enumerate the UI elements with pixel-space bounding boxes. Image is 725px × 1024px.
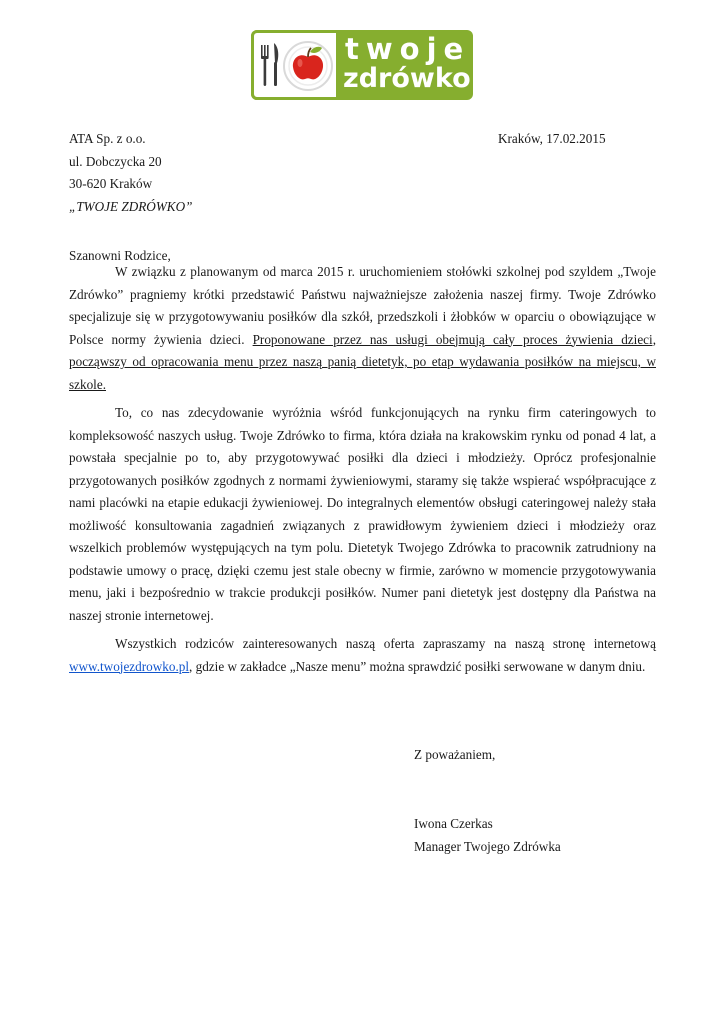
signature-name: Iwona Czerkas [414,816,493,831]
paragraph-3 [69,633,656,678]
website-link[interactable]: www.twojezdrowko.pl [69,658,190,674]
plate-apple-cutlery-icon [254,33,336,97]
paragraph-2: To, co nas zdecydowanie wyróżnia wśród funkcjonujących na rynku firm cateringowych to kompleksowość naszych usług. Twoje Zdrówko to firma, która działa na krakowskim rynku od ponad 4 lat, a powstała specjalnie po to, aby przygotowywać posiłki dla dzieci i młodzieży. Oprócz profesjonalnie przygotowanych posiłków zgodnych z normami żywieniowymi, staramy się także wspierać współpracujące z nami placówki na etapie edukacji żywieniowej. Do integralnych elementów obsługi cateringowej należy stała możliwość konsultowania zagadnień związanych z prawidłowym żywieniem dzieci i młodzieży oraz wszelkich problemów występujących na tym polu. Dietetyk Twojego Zdrówka to pracownik zatrudniony na podstawie umowy o pracę, dzięki czemu jest stale obecny w firmie, zarówno w momencie przygotowywania menu, jaki i bezpośrednio w trakcie produkcji posiłków. Numer pani dietetyk jest dostępny dla Państwa na naszej stronie internetowej. [69,405,656,623]
paragraph-1-underlined: Proponowane przez nas usługi obejmują cały proces żywienia dzieci, począwszy od opracowania menu przez naszą panią dietetyk, po etap wydawania posiłków na miejscu, w szkole. [69,331,656,392]
logo-line-2: zdrówko [343,63,471,94]
greeting: Szanowni Rodzice, [69,248,171,263]
logo-emblem [251,30,339,100]
logo-wordmark [343,34,469,94]
sender-street: ul. Dobczycka 20 [69,153,162,169]
paragraph-1-text: W związku z planowanym od marca 2015 r. uruchomieniem stołówki szkolnej pod szyldem „Twoje Zdrówko” pragniemy krótki przedstawić Państwu najważniejsze założenia naszej firmy. Twoje Zdrówko specjalizuje się w przygotowywaniu posiłków dla szkół, przedszkoli i żłobków w oparciu o obowiązujące w Polsce normy żywienia dzieci. [69,264,656,347]
signature-title: Manager Twojego Zdrówka [414,839,561,854]
paragraph-1 [69,261,656,396]
sender-city: 30-620 Kraków [69,176,153,192]
closing: Z poważaniem, [414,747,496,762]
logo-line-1: twoje [345,32,471,66]
letter-date: Kraków, 17.02.2015 [498,131,606,146]
sender-address [69,128,192,218]
paragraph-3-end: , gdzie w zakładce „Nasze menu” można sprawdzić posiłki serwowane w danym dniu. [189,658,646,674]
sender-brand: „TWOJE ZDRÓWKO” [69,198,193,214]
paragraph-3-text: Wszystkich rodziców zainteresowanych naszą oferta zapraszamy na naszą stronę internetową [115,636,656,651]
letter-body [69,261,656,678]
sender-company: ATA Sp. z o.o. [69,131,146,146]
company-logo [251,30,473,100]
signature [414,813,561,859]
